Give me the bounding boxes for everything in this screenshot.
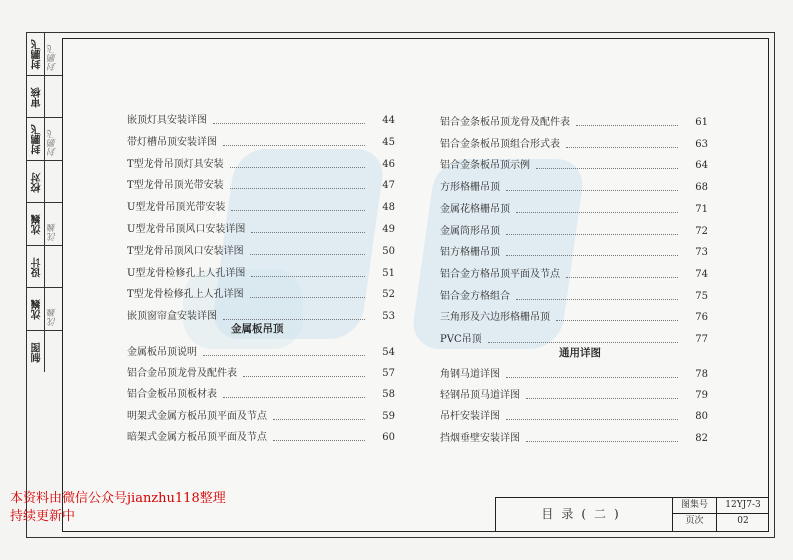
toc-entry-page: 79 bbox=[695, 390, 708, 402]
toc-entry bbox=[440, 311, 710, 325]
toc-entry-title: T型龙骨检修孔上人孔详图 bbox=[127, 289, 244, 301]
toc-entry bbox=[127, 288, 397, 302]
toc-entry bbox=[440, 246, 710, 260]
toc-entry-page: 54 bbox=[382, 347, 395, 358]
toc-entry-page: 58 bbox=[382, 389, 395, 401]
toc-leader-dots bbox=[251, 276, 365, 277]
toc-entry-page: 47 bbox=[382, 180, 395, 192]
toc-leader-dots bbox=[536, 168, 678, 169]
toc-entry bbox=[127, 431, 397, 445]
toc-entry bbox=[127, 346, 397, 360]
toc-entry-page: 75 bbox=[695, 290, 708, 302]
toc-entry-title: 铝合金方格吊顶平面及节点 bbox=[440, 268, 560, 280]
toc-entry-title: 铝合金吊顶龙骨及配件表 bbox=[127, 368, 237, 380]
toc-entry bbox=[127, 158, 397, 172]
page-number-value: 02 bbox=[737, 516, 749, 526]
toc-leader-dots bbox=[506, 419, 678, 420]
toc-leader-dots bbox=[506, 190, 678, 191]
toc-entry-title: 铝方格栅吊顶 bbox=[440, 247, 500, 259]
title-block bbox=[495, 497, 769, 532]
toc-entry bbox=[440, 225, 710, 239]
toc-entry-title: 嵌顶窗帘盒安装详图 bbox=[127, 311, 217, 323]
toc-leader-dots bbox=[223, 397, 365, 398]
page-number-label: 页次 bbox=[685, 516, 704, 526]
toc-entry-title: T型龙骨吊顶风口安装详图 bbox=[127, 245, 244, 257]
toc-entry-page: 44 bbox=[382, 115, 395, 126]
toc-leader-dots bbox=[506, 377, 678, 378]
toc-entry bbox=[127, 223, 397, 237]
toc-entry bbox=[440, 268, 710, 282]
toc-entry-page: 72 bbox=[695, 225, 708, 237]
toc-entry-page: 80 bbox=[695, 411, 708, 423]
toc-entry-title: 铝合金条板吊顶组合形式表 bbox=[440, 138, 560, 150]
toc-leader-dots bbox=[506, 234, 678, 235]
handwritten-signature: 封鹏飞 bbox=[48, 44, 58, 72]
toc-entry-page: 51 bbox=[382, 267, 395, 279]
drawing-frame bbox=[62, 38, 769, 532]
toc-entry-title: 角钢马道详图 bbox=[440, 369, 500, 380]
handwritten-signature: 沈巍 bbox=[48, 308, 58, 327]
handwritten-signature: 沈巍 bbox=[48, 223, 58, 242]
atlas-number-label: 图集号 bbox=[680, 500, 708, 510]
toc-entry bbox=[440, 138, 710, 152]
drawing-title: 目录(二) bbox=[541, 507, 627, 521]
toc-entry-title: PVC吊顶 bbox=[440, 334, 482, 345]
toc-entry-page: 50 bbox=[382, 245, 395, 257]
toc-entry-page: 48 bbox=[382, 202, 395, 214]
toc-entry-title: T型龙骨吊顶灯具安装 bbox=[127, 158, 224, 170]
toc-entry bbox=[127, 388, 397, 402]
toc-entry-title: 金属筒形吊顶 bbox=[440, 225, 500, 237]
toc-leader-dots bbox=[251, 232, 365, 233]
toc-leader-dots bbox=[230, 167, 365, 168]
toc-entry bbox=[440, 159, 710, 173]
toc-entry-title: U型龙骨吊顶风口安装详图 bbox=[127, 224, 246, 235]
toc-entry-title: 暗架式金属方板吊顶平面及节点 bbox=[127, 431, 267, 443]
toc-entry-title: 铝合金板吊顶板材表 bbox=[127, 389, 217, 401]
toc-entry-page: 82 bbox=[695, 432, 708, 444]
toc-entry-title: 挡烟垂壁安装详图 bbox=[440, 432, 520, 444]
toc-entry bbox=[440, 432, 710, 446]
signature-cell-label: 封鹏飞 bbox=[32, 124, 43, 155]
signature-cell-label: 审核 bbox=[32, 86, 43, 107]
toc-entry-title: 轻钢吊顶马道详图 bbox=[440, 390, 520, 402]
toc-leader-dots bbox=[250, 297, 365, 298]
toc-leader-dots bbox=[566, 277, 678, 278]
toc-entry-title: U型龙骨检修孔上人孔详图 bbox=[127, 267, 246, 279]
toc-entry-page: 46 bbox=[382, 158, 395, 170]
toc-entry-page: 60 bbox=[382, 431, 395, 443]
toc-entry-page: 57 bbox=[382, 368, 395, 380]
toc-entry-title: 嵌顶灯具安装详图 bbox=[127, 115, 207, 126]
toc-entry-page: 49 bbox=[382, 224, 395, 235]
section-heading-general-details: 通用详图 bbox=[559, 347, 601, 359]
toc-entry bbox=[440, 203, 710, 217]
toc-leader-dots bbox=[526, 398, 678, 399]
toc-leader-dots bbox=[516, 299, 678, 300]
toc-entry-title: U型龙骨吊顶光带安装 bbox=[127, 202, 226, 214]
toc-entry bbox=[127, 136, 397, 150]
toc-entry-title: 金属板吊顶说明 bbox=[127, 347, 197, 358]
toc-leader-dots bbox=[516, 212, 678, 213]
toc-entry bbox=[127, 114, 397, 128]
signature-cell-label: 封鹏飞 bbox=[32, 39, 43, 70]
toc-entry bbox=[440, 389, 710, 403]
toc-entry-page: 59 bbox=[382, 410, 395, 422]
toc-leader-dots bbox=[526, 441, 678, 442]
toc-entry-page: 78 bbox=[695, 369, 708, 380]
toc-entry-title: 铝合金方格组合 bbox=[440, 290, 510, 302]
toc-leader-dots bbox=[223, 145, 365, 146]
toc-leader-dots bbox=[213, 123, 365, 124]
toc-entry bbox=[127, 201, 397, 215]
toc-entry-title: 金属花格栅吊顶 bbox=[440, 203, 510, 215]
toc-entry bbox=[127, 410, 397, 424]
toc-leader-dots bbox=[250, 254, 365, 255]
toc-leader-dots bbox=[273, 419, 365, 420]
toc-leader-dots bbox=[556, 320, 678, 321]
section-heading-metal-panel: 金属板吊顶 bbox=[231, 323, 284, 335]
signature-cell-label: 校对 bbox=[32, 171, 43, 192]
toc-leader-dots bbox=[231, 210, 365, 211]
toc-entry-page: 68 bbox=[695, 182, 708, 194]
toc-entry bbox=[127, 245, 397, 259]
toc-leader-dots bbox=[566, 147, 678, 148]
toc-entry-title: 铝合金条板吊顶示例 bbox=[440, 160, 530, 172]
signature-cell-label: 制图 bbox=[32, 341, 43, 362]
toc-entry bbox=[127, 367, 397, 381]
toc-entry-page: 74 bbox=[695, 268, 708, 280]
signature-cell-label: 设计 bbox=[32, 256, 43, 277]
promo-line-1: 本资料由微信公众号jianzhu118整理 bbox=[10, 491, 226, 506]
watermark-shape bbox=[183, 269, 303, 349]
toc-entry bbox=[440, 368, 710, 382]
toc-entry-page: 77 bbox=[695, 334, 708, 345]
toc-leader-dots bbox=[506, 255, 678, 256]
toc-entry bbox=[127, 179, 397, 193]
toc-leader-dots bbox=[488, 342, 678, 343]
promo-line-2: 持续更新中 bbox=[10, 509, 76, 524]
handwritten-signature: 封鹏飞 bbox=[48, 129, 58, 157]
toc-entry-title: 三角形及六边形格栅吊顶 bbox=[440, 312, 550, 324]
toc-leader-dots bbox=[273, 440, 365, 441]
toc-entry-page: 76 bbox=[695, 312, 708, 324]
toc-entry-title: 方形格栅吊顶 bbox=[440, 182, 500, 194]
toc-entry-title: 吊杆安装详图 bbox=[440, 411, 500, 423]
toc-entry-page: 53 bbox=[382, 311, 395, 323]
signature-strip-divider bbox=[44, 32, 45, 372]
toc-entry bbox=[440, 116, 710, 130]
toc-entry-page: 73 bbox=[695, 247, 708, 259]
toc-entry bbox=[127, 267, 397, 281]
toc-entry-page: 63 bbox=[695, 138, 708, 150]
toc-entry-title: 明架式金属方板吊顶平面及节点 bbox=[127, 410, 267, 422]
toc-leader-dots bbox=[230, 188, 365, 189]
toc-entry-title: 铝合金条板吊顶龙骨及配件表 bbox=[440, 117, 570, 128]
toc-entry-title: 带灯槽吊顶安装详图 bbox=[127, 136, 217, 148]
atlas-number-value: 12YJ7-3 bbox=[725, 500, 761, 510]
toc-entry-page: 52 bbox=[382, 289, 395, 301]
toc-entry bbox=[440, 290, 710, 304]
toc-leader-dots bbox=[576, 125, 678, 126]
toc-entry-title: T型龙骨吊顶光带安装 bbox=[127, 180, 224, 192]
toc-leader-dots bbox=[243, 376, 365, 377]
toc-entry-page: 45 bbox=[382, 136, 395, 148]
toc-leader-dots bbox=[203, 355, 365, 356]
toc-entry-page: 64 bbox=[695, 160, 708, 172]
toc-entry-page: 71 bbox=[695, 203, 708, 215]
signature-cell-label: 沈巍 bbox=[32, 299, 43, 320]
signature-cell-label: 沈巍 bbox=[32, 214, 43, 235]
toc-entry bbox=[440, 181, 710, 195]
toc-entry-page: 61 bbox=[695, 117, 708, 128]
toc-entry bbox=[440, 410, 710, 424]
